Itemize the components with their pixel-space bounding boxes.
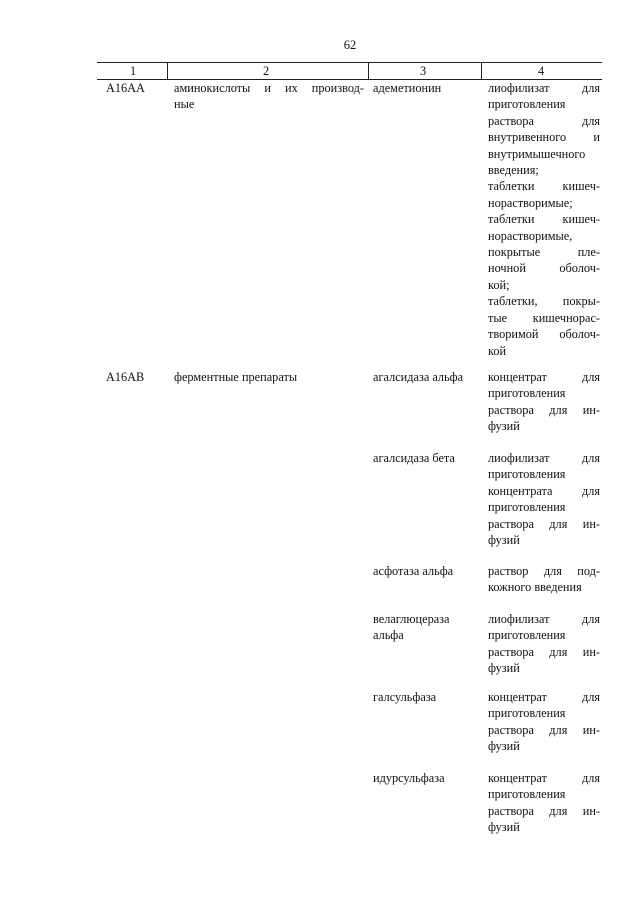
dosage-forms xyxy=(488,689,600,755)
dosage-forms xyxy=(488,611,600,677)
dosage-form-line: фузий xyxy=(488,661,520,676)
dosage-form-line: раствор для под- xyxy=(488,564,600,578)
drug-name: агалсидаза альфа xyxy=(373,370,464,384)
dosage-form-line: кожного введения xyxy=(488,580,582,595)
header-divider xyxy=(368,63,369,79)
dosage-form-line: приготовления xyxy=(488,628,566,643)
dosage-form-line: кой; xyxy=(488,277,510,292)
header-col1: 1 xyxy=(130,64,137,78)
drug-name: асфотаза альфа xyxy=(373,564,454,578)
group-name: аминокислоты и их производ- ные xyxy=(174,81,364,112)
drug-name: идурсульфаза xyxy=(373,771,445,785)
dosage-form-line: фузий xyxy=(488,533,520,548)
dosage-form-line: приготовления xyxy=(488,467,566,482)
dosage-form-line: введения; xyxy=(488,163,539,178)
atc-code: A16AB xyxy=(106,370,145,384)
dosage-form-line: раствора для xyxy=(488,113,600,128)
dosage-form-line: тые кишечнорас- xyxy=(488,310,600,325)
dosage-form-line: раствора для ин- xyxy=(488,644,600,659)
dosage-form-line: лиофилизат для xyxy=(488,612,600,626)
dosage-form-line: покрытые пле- xyxy=(488,245,600,260)
dosage-form-line: фузий xyxy=(488,419,520,434)
page-number: 62 xyxy=(343,38,357,52)
header-col3: 3 xyxy=(420,64,427,78)
dosage-form-line: концентрат для xyxy=(488,771,600,785)
dosage-form-line: раствора для ин- xyxy=(488,402,600,417)
dosage-forms xyxy=(488,563,600,596)
atc-code: A16AA xyxy=(106,81,145,95)
dosage-forms xyxy=(488,80,600,359)
header-col2: 2 xyxy=(263,64,270,78)
dosage-form-line: приготовления xyxy=(488,706,566,721)
dosage-forms xyxy=(488,369,600,435)
dosage-form-line: ночной оболоч- xyxy=(488,261,600,276)
dosage-form-line: лиофилизат для xyxy=(488,81,600,95)
header-col4: 4 xyxy=(538,64,545,78)
drug-name: галсульфаза xyxy=(373,690,437,704)
dosage-form-line: фузий xyxy=(488,739,520,754)
table-header xyxy=(97,62,602,80)
drug-name: велаглюцераза альфа xyxy=(373,612,450,643)
dosage-form-line: внутримышечного xyxy=(488,146,586,161)
header-divider xyxy=(481,63,482,79)
dosage-form-line: лиофилизат для xyxy=(488,451,600,465)
dosage-form-line: таблетки кишеч- xyxy=(488,179,600,194)
dosage-form-line: концентрат для xyxy=(488,370,600,384)
dosage-form-line: раствора для ин- xyxy=(488,803,600,818)
dosage-form-line: таблетки, покры- xyxy=(488,294,600,309)
dosage-form-line: кой xyxy=(488,343,507,358)
drug-name: агалсидаза бета xyxy=(373,451,455,465)
dosage-forms xyxy=(488,770,600,836)
dosage-form-line: приготовления xyxy=(488,787,566,802)
dosage-form-line: концентрат для xyxy=(488,690,600,704)
dosage-form-line: приготовления xyxy=(488,386,566,401)
dosage-forms xyxy=(488,450,600,548)
drug-name: адеметионин xyxy=(373,81,442,95)
dosage-form-line: творимой оболоч- xyxy=(488,327,600,342)
dosage-form-line: внутривенного и xyxy=(488,130,600,145)
dosage-form-line: концентрата для xyxy=(488,483,600,498)
dosage-form-line: приготовления xyxy=(488,500,566,515)
dosage-form-line: раствора для ин- xyxy=(488,516,600,531)
dosage-form-line: фузий xyxy=(488,820,520,835)
dosage-form-line: таблетки кишеч- xyxy=(488,212,600,227)
dosage-form-line: раствора для ин- xyxy=(488,722,600,737)
header-divider xyxy=(167,63,168,79)
dosage-form-line: норастворимые; xyxy=(488,195,573,210)
dosage-form-line: приготовления xyxy=(488,97,566,112)
group-name: ферментные препараты xyxy=(174,370,298,384)
dosage-form-line: норастворимые, xyxy=(488,228,573,243)
